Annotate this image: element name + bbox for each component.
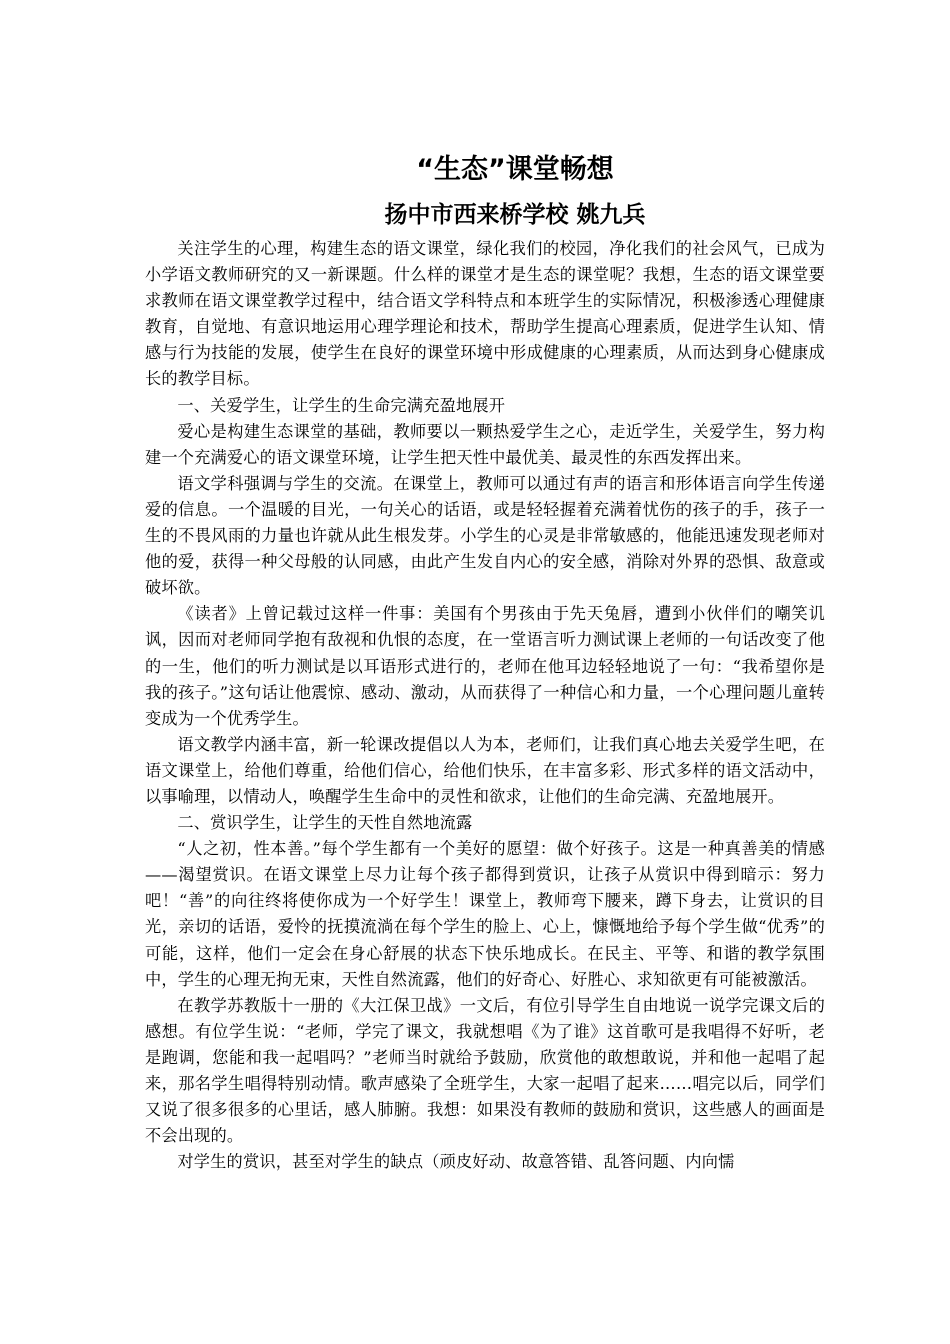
paragraph: 对学生的赏识，甚至对学生的缺点（顽皮好动、故意答错、乱答问题、内向懦: [177, 1152, 735, 1172]
paragraph: “人之初，性本善。”每个学生都有一个美好的愿望：做个好孩子。这是一种真善美的情感——渴望赏识。在语文课堂上尽力让每个孩子都得到赏识，让孩子从赏识中得到暗示：努力吧！“善”的向往终将使你成为一个好学生！课堂上，教师弯下腰来，蹲下身去，让赏识的目光，亲切的话语，爱怜的抚摸流淌在每个学生的脸上、心上，慷慨地给予每个学生做“优秀”的可能，这样，他们一定会在身心舒展的状态下快乐地成长。在民主、平等、和谐的教学氛围中，学生的心理无拘无束，天性自然流露，他们的好奇心、好胜心、求知欲更有可能被激活。: [145, 839, 825, 989]
document-body: [145, 236, 825, 1175]
paragraph: 语文学科强调与学生的交流。在课堂上，教师可以通过有声的语言和形体语言向学生传递爱的信息。一个温暖的目光，一句关心的话语，或是轻轻握着充满着忧伤的孩子的手，孩子一生的不畏风雨的力量也许就从此生根发芽。小学生的心灵是非常敏感的，他能迅速发现老师对他的爱，获得一种父母般的认同感，由此产生发自内心的安全感，消除对外界的恐惧、敌意或破坏欲。: [145, 473, 825, 598]
paragraph: 爱心是构建生态课堂的基础，教师要以一颗热爱学生之心，走近学生，关爱学生，努力构建一个充满爱心的语文课堂环境，让学生把天性中最优美、最灵性的东西发挥出来。: [145, 421, 825, 467]
paragraph-intro: 关注学生的心理，构建生态的语文课堂，绿化我们的校园，净化我们的社会风气，已成为小学语文教师研究的又一新课题。什么样的课堂才是生态的课堂呢？我想，生态的语文课堂要求教师在语文课堂教学过程中，结合语文学科特点和本班学生的实际情况，积极渗透心理健康教育，自觉地、有意识地运用心理学理论和技术，帮助学生提高心理素质，促进学生认知、情感与行为技能的发展，使学生在良好的课堂环境中形成健康的心理素质，从而达到身心健康成长的教学目标。: [145, 239, 825, 389]
section-heading-1: 一、关爱学生，让学生的生命完满充盈地展开: [177, 395, 506, 415]
author-line: 扬中市西来桥学校 姚九兵: [384, 202, 646, 228]
document-page: [145, 150, 825, 1175]
section-heading-2: 二、赏识学生，让学生的天性自然地流露: [177, 813, 473, 833]
document-title: “生态”课堂畅想: [416, 154, 614, 185]
paragraph: 语文教学内涵丰富，新一轮课改提倡以人为本，老师们，让我们真心地去关爱学生吧，在语文课堂上，给他们尊重，给他们信心，给他们快乐，在丰富多彩、形式多样的语文活动中，以事喻理，以情动人，唤醒学生生命中的灵性和欲求，让他们的生命完满、充盈地展开。: [145, 734, 825, 806]
paragraph: 《读者》上曾记载过这样一件事：美国有个男孩由于先天兔唇，遭到小伙伴们的嘲笑讥讽，因而对老师同学抱有敌视和仇恨的态度，在一堂语言听力测试课上老师的一句话改变了他的一生，他们的听力测试是以耳语形式进行的，老师在他耳边轻轻地说了一句：“我希望你是我的孩子。”这句话让他震惊、感动、激动，从而获得了一种信心和力量，一个心理问题儿童转变成为一个优秀学生。: [145, 604, 825, 728]
paragraph: 在教学苏教版十一册的《大江保卫战》一文后，有位引导学生自由地说一说学完课文后的感想。有位学生说：“老师，学完了课文，我就想唱《为了谁》这首歌可是我唱得不好听，老是跑调，您能和我一起唱吗？”老师当时就给予鼓励，欣赏他的敢想敢说，并和他一起唱了起来，那名学生唱得特别动情。歌声感染了全班学生，大家一起唱了起来……唱完以后，同学们又说了很多很多的心里话，感人肺腑。我想：如果没有教师的鼓励和赏识，这些感人的画面是不会出现的。: [145, 995, 825, 1146]
